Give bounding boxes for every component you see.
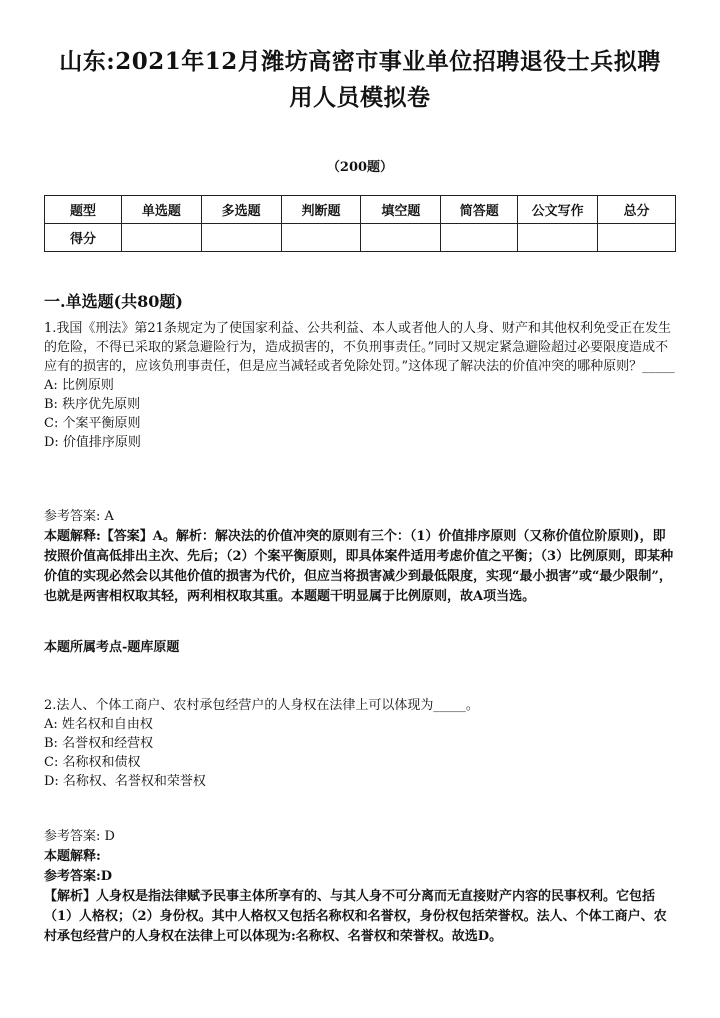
question-2-answer-repeat: 参考答案:D bbox=[44, 869, 113, 884]
score-table-header-row bbox=[45, 196, 676, 224]
title-line-2: 用人员模拟卷 bbox=[289, 84, 431, 111]
score-table bbox=[44, 195, 676, 252]
score-table-score-row bbox=[45, 224, 676, 252]
score-cell bbox=[361, 224, 441, 252]
question-2-option-c: C: 名称权和债权 bbox=[44, 755, 141, 770]
question-1-option-d: D: 价值排序原则 bbox=[44, 435, 141, 450]
question-1-source: 本题所属考点-题库原题 bbox=[44, 640, 180, 655]
header-cell: 单选题 bbox=[121, 196, 201, 224]
header-cell: 简答题 bbox=[441, 196, 518, 224]
section-title: 一.单选题(共80题) bbox=[44, 292, 183, 311]
question-2-option-d: D: 名称权、名誉权和荣誉权 bbox=[44, 774, 206, 789]
score-cell bbox=[441, 224, 518, 252]
question-2-option-a: A: 姓名权和自由权 bbox=[44, 717, 153, 732]
question-1-option-a: A: 比例原则 bbox=[44, 378, 114, 393]
title-line-1: 山东:2021年12月潍坊高密市事业单位招聘退役士兵拟聘 bbox=[59, 48, 661, 75]
header-cell: 公文写作 bbox=[518, 196, 598, 224]
question-2-stem: 2.法人、个体工商户、农村承包经营户的人身权在法律上可以体现为_____。 bbox=[44, 698, 479, 713]
question-2-answer-block bbox=[44, 827, 676, 947]
question-1-option-b: B: 秩序优先原则 bbox=[44, 397, 141, 412]
question-2 bbox=[44, 696, 676, 791]
question-1-answer: 参考答案: A bbox=[44, 509, 114, 524]
header-cell: 判断题 bbox=[281, 196, 361, 224]
score-cell bbox=[201, 224, 281, 252]
question-1 bbox=[44, 319, 676, 452]
question-2-option-b: B: 名誉权和经营权 bbox=[44, 736, 154, 751]
header-cell: 多选题 bbox=[201, 196, 281, 224]
score-cell bbox=[598, 224, 676, 252]
score-cell bbox=[518, 224, 598, 252]
question-1-option-c: C: 个案平衡原则 bbox=[44, 416, 141, 431]
score-cell bbox=[281, 224, 361, 252]
question-1-stem: 1.我国《刑法》第21条规定为了使国家利益、公共利益、本人或者他人的人身、财产和其他权利免受正在发生的危险，不得已采取的紧急避险行为，造成损害的，不负刑事责任。”同时又规定紧急避险超过必要限度造成不应有的损害的，应该负刑事责任，但是应当减轻或者免除处罚。”这体现了解决法的价值冲突的哪种原则？_____ bbox=[44, 321, 675, 374]
question-2-answer: 参考答案: D bbox=[44, 829, 115, 844]
question-1-explanation: 本题解释:【答案】A。解析：解决法的价值冲突的原则有三个：（1）价值排序原则（又称价值位阶原则)，即按照价值高低排出主次、先后；（2）个案平衡原则，即具体案件适用考虑价值之平衡；（3）比例原则，即某种价值的实现必然会以其他价值的损害为代价，但应当将损害减少到最低限度，实现“最小损害”或“最少限制”，也就是两害相权取其轻，两利相权取其重。本题题干明显属于比例原则，故A项当选。 bbox=[44, 529, 674, 604]
header-cell: 题型 bbox=[45, 196, 122, 224]
document-title bbox=[40, 44, 680, 116]
question-count: （200题） bbox=[326, 160, 394, 175]
question-1-answer-block bbox=[44, 507, 676, 607]
score-cell bbox=[121, 224, 201, 252]
question-2-explanation: 【解析】人身权是指法律赋予民事主体所享有的、与其人身不可分离而无直接财产内容的民事权利。它包括（1）人格权；（2）身份权。其中人格权又包括名称权和名誉权，身份权包括荣誉权。法人、个体工商户、农村承包经营户的人身权在法律上可以体现为:名称权、名誉权和荣誉权。故选D。 bbox=[44, 889, 667, 944]
header-cell: 填空题 bbox=[361, 196, 441, 224]
header-cell: 总分 bbox=[598, 196, 676, 224]
row-label-cell: 得分 bbox=[45, 224, 122, 252]
question-2-explanation-label: 本题解释: bbox=[44, 849, 101, 864]
